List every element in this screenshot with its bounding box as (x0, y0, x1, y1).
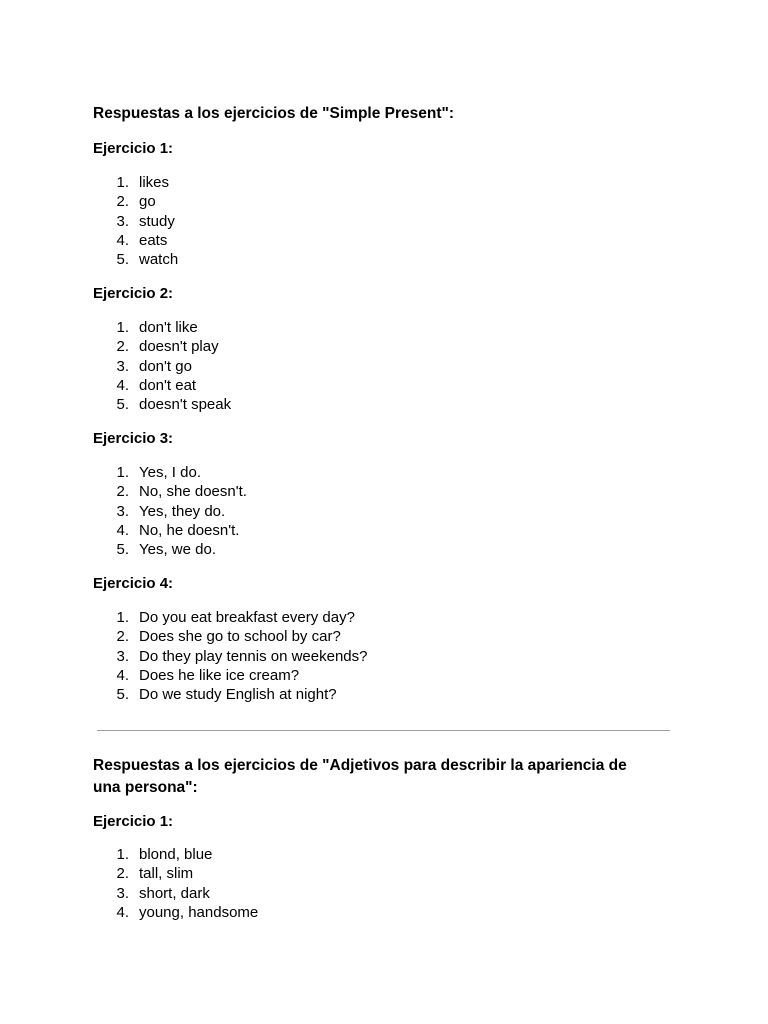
answer-text: Yes, they do. (139, 502, 226, 520)
list-number: 2. (116, 483, 129, 501)
list-item (93, 864, 683, 883)
list-item (93, 884, 683, 903)
answer-text: don't go (139, 357, 192, 375)
list-item (93, 647, 683, 666)
answer-text: watch (139, 251, 179, 269)
list-item (93, 903, 683, 922)
answer-text: study (139, 212, 175, 230)
list-item (93, 337, 683, 356)
list-number: 4. (116, 376, 129, 394)
list-item (93, 250, 683, 269)
list-item (93, 231, 683, 250)
answer-text: Yes, we do. (139, 541, 216, 559)
list-item (93, 463, 683, 482)
list-item (93, 627, 683, 646)
horizontal-divider (97, 730, 670, 731)
exercise-heading: Ejercicio 4: (93, 575, 174, 592)
exercise-heading: Ejercicio 1: (93, 140, 174, 157)
list-number: 4. (116, 231, 129, 249)
answer-list (93, 845, 683, 922)
answer-text: likes (139, 174, 170, 191)
answer-text: eats (139, 231, 168, 249)
section2-title-line2: una persona": (93, 779, 198, 796)
answer-text: Does he like ice cream? (139, 666, 300, 684)
list-item (93, 685, 683, 704)
list-number: 1. (116, 174, 129, 191)
answer-text: No, he doesn't. (139, 521, 240, 539)
answer-text: young, handsome (139, 903, 259, 921)
answer-text: don't eat (139, 376, 197, 394)
list-number: 1. (116, 846, 129, 863)
list-number: 3. (116, 212, 129, 230)
list-number: 1. (116, 319, 129, 336)
answer-text: Does she go to school by car? (139, 628, 341, 646)
exercise-heading: Ejercicio 2: (93, 285, 174, 302)
list-item (93, 608, 683, 627)
s2-exercise-1 (93, 812, 683, 832)
answer-list (93, 318, 683, 414)
s1-exercise-3-list (93, 463, 683, 559)
list-item (93, 482, 683, 501)
answer-text: doesn't play (139, 338, 219, 356)
list-number: 3. (116, 647, 129, 665)
answer-text: Do they play tennis on weekends? (139, 647, 368, 665)
list-item (93, 357, 683, 376)
answer-text: Yes, I do. (139, 464, 201, 481)
list-number: 5. (116, 251, 129, 269)
list-number: 1. (116, 464, 129, 481)
section2-title-line1: Respuestas a los ejercicios de "Adjetivos para describir la apariencia de (93, 757, 627, 774)
s1-exercise-2-list (93, 318, 683, 414)
s2-exercise-1-list (93, 845, 683, 922)
answer-text: blond, blue (139, 846, 213, 863)
s1-exercise-1-list (93, 173, 683, 269)
section2-title-block (93, 755, 683, 799)
list-number: 5. (116, 396, 129, 414)
list-item (93, 395, 683, 414)
list-number: 4. (116, 666, 129, 684)
list-item (93, 502, 683, 521)
s1-exercise-4-list (93, 608, 683, 704)
list-item (93, 376, 683, 395)
list-number: 2. (116, 338, 129, 356)
answer-text: doesn't speak (139, 396, 232, 414)
list-number: 2. (116, 628, 129, 646)
list-item (93, 666, 683, 685)
list-number: 3. (116, 884, 129, 902)
list-item (93, 521, 683, 540)
list-number: 5. (116, 686, 129, 704)
list-number: 3. (116, 502, 129, 520)
answer-text: tall, slim (139, 865, 194, 883)
answer-text: No, she doesn't. (139, 483, 247, 501)
list-item (93, 212, 683, 231)
section1-title-block (93, 103, 683, 125)
list-number: 4. (116, 903, 129, 921)
list-item (93, 173, 683, 192)
answer-list (93, 608, 683, 704)
answer-text: go (139, 193, 156, 211)
answer-list (93, 463, 683, 559)
s1-exercise-2 (93, 284, 683, 304)
list-number: 3. (116, 357, 129, 375)
list-number: 2. (116, 865, 129, 883)
answer-text: Do you eat breakfast every day? (139, 609, 355, 626)
list-number: 1. (116, 609, 129, 626)
list-number: 2. (116, 193, 129, 211)
list-item (93, 845, 683, 864)
s1-exercise-4 (93, 574, 683, 594)
answer-text: Do we study English at night? (139, 686, 337, 704)
s1-exercise-1 (93, 139, 683, 159)
exercise-heading: Ejercicio 1: (93, 813, 174, 830)
list-item (93, 192, 683, 211)
section1-title: Respuestas a los ejercicios de "Simple Present": (93, 105, 455, 122)
answer-text: don't like (139, 319, 198, 336)
list-number: 4. (116, 521, 129, 539)
exercise-heading: Ejercicio 3: (93, 430, 174, 447)
answer-list (93, 173, 683, 269)
list-item (93, 318, 683, 337)
list-item (93, 540, 683, 559)
s1-exercise-3 (93, 429, 683, 449)
answer-text: short, dark (139, 884, 210, 902)
list-number: 5. (116, 541, 129, 559)
